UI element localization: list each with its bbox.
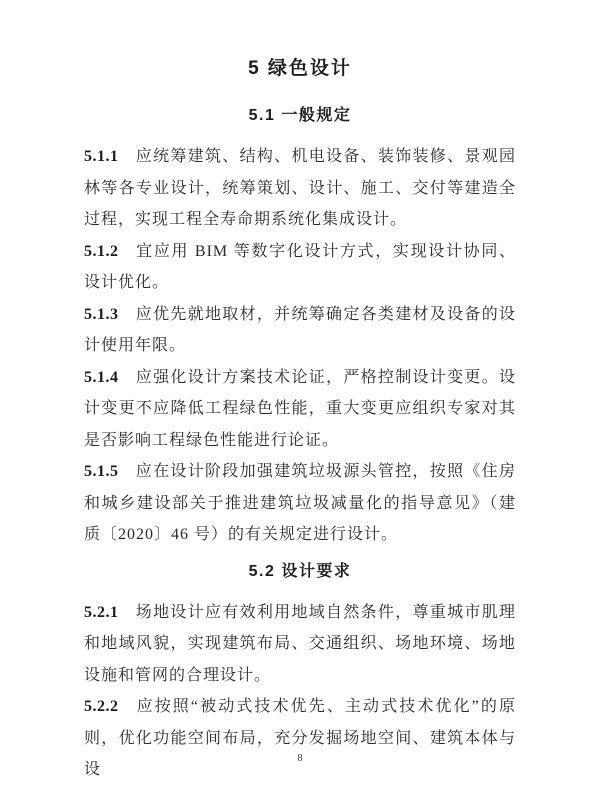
clause-number: 5.1.4 — [84, 368, 119, 386]
clause-5-2-1 — [84, 597, 516, 692]
clause-5-1-2 — [84, 236, 516, 299]
chapter-title: 5 绿色设计 — [248, 58, 352, 79]
clause-5-2-2 — [84, 691, 516, 786]
clause-text: 应强化设计方案技术论证，严格控制设计变更。设计变更不应降低工程绿色性能，重大变更应组织专家对其是否影响工程绿色性能进行论证。 — [84, 368, 516, 449]
section-heading-5-1: 5.1 一般规定 — [248, 107, 352, 124]
clause-number: 5.1.5 — [84, 463, 119, 480]
clause-number: 5.1.2 — [84, 242, 119, 260]
clause-text: 应统筹建筑、结构、机电设备、装饰装修、景观园林等各专业设计，统筹策划、设计、施工、交付等建造全过程，实现工程全寿命期系统化集成设计。 — [84, 148, 516, 228]
clause-5-1-4 — [84, 362, 516, 457]
page-number: 8 — [297, 753, 303, 764]
clause-number: 5.2.2 — [84, 698, 119, 715]
clause-number: 5.1.1 — [84, 148, 119, 165]
clause-text: 应按照“被动式技术优先、主动式技术优化”的原则，优化功能空间布局，充分发掘场地空间、建筑本体与设 — [84, 698, 516, 778]
section-heading-5-2: 5.2 设计要求 — [248, 562, 352, 580]
clause-5-1-1 — [84, 141, 516, 236]
clause-5-1-5 — [84, 456, 516, 551]
clause-number: 5.2.1 — [84, 603, 119, 621]
clause-text: 应在设计阶段加强建筑垃圾源头管控，按照《住房和城乡建设部关于推进建筑垃圾减量化的指导意见》（建质〔2020〕46 号）的有关规定进行设计。 — [84, 463, 516, 543]
clause-text: 宜应用 BIM 等数字化设计方式，实现设计协同、设计优化。 — [84, 242, 516, 291]
clause-number: 5.1.3 — [84, 305, 119, 323]
clause-text: 应优先就地取材，并统筹确定各类建材及设备的设计使用年限。 — [84, 305, 516, 354]
clause-5-1-3 — [84, 299, 516, 362]
clause-text: 场地设计应有效利用地域自然条件，尊重城市肌理和地域风貌，实现建筑布局、交通组织、场地环境、场地设施和管网的合理设计。 — [84, 603, 516, 684]
